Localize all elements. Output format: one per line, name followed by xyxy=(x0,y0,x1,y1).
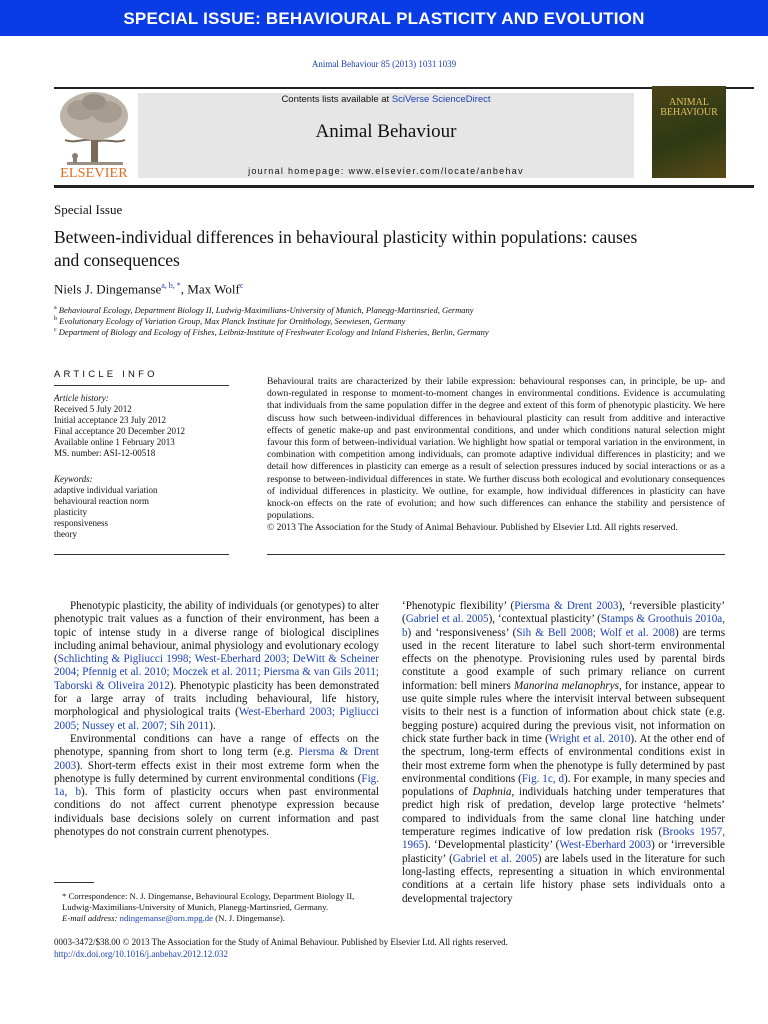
article-history xyxy=(54,393,229,459)
keywords xyxy=(54,474,229,540)
citation-link[interactable]: West-Eberhard 2003; Pigliucci 2005; Nussey et al. 2007; Sih 2011 xyxy=(54,706,379,732)
citation-link[interactable]: Fig. 1c, d xyxy=(521,772,564,785)
header-top-rule xyxy=(54,87,754,89)
citation-link[interactable]: West-Eberhard 2003 xyxy=(559,839,652,852)
keyword: theory xyxy=(54,529,77,539)
citation-link[interactable]: Gabriel et al. 2005 xyxy=(405,613,489,626)
author-name[interactable]: , Max Wolf xyxy=(180,281,240,297)
body-paragraph: ‘Phenotypic flexibility’ (Piersma & Drent 2003), ‘reversible plasticity’ (Gabriel et al. 2005), ‘contextual plasticity’ (Stamps & Groothuis 2010a, b) and ‘responsiveness’ (Sih & Bell 2008; Wolf et al. 2008) are terms used in the recent literature to label such short-term environmental effects on the phenotype. Provisioning rules used by parental birds constitute a good example of such primary reliance on current information: bell miners Manorina melanophrys, for instance, appear to use quite simple rules where the intervisit interval between subsequent visits to their nest is a function of information about chick state (e.g. begging posture) acquired during the previous visit, not information on chick state further back in time (Wright et al. 2010). At the other end of the spectrum, long-term effects of environmental conditions exist in their most extreme form when the phenotype is fully determined by past environmental conditions (Fig. 1c, d). For example, in many species and populations of Daphnia, individuals hatching under temperatures that predict high risk of predation, develop large protective ‘helmets’ compared to individuals from the same clonal line hatching under temperature regimes indicative of low predation risk (Brooks 1957, 1965). ‘Developmental plasticity’ (West-Eberhard 2003) or ‘irreversible plasticity’ (Gabriel et al. 2005) are labels used in the literature for such long-lasting effects, representing a situation in which environmental conditions at a certain life history phase sets individuals onto a developmental trajectory xyxy=(402,600,726,905)
contents-line xyxy=(138,94,634,105)
footnote-rule xyxy=(54,882,94,883)
citation-link[interactable]: Piersma & Drent 2003 xyxy=(54,746,379,772)
header-bottom-rule xyxy=(54,185,754,188)
citation-link[interactable]: Fig. 1a, b xyxy=(54,772,379,799)
abstract-bottom-rule xyxy=(267,554,725,555)
body-paragraph: Phenotypic plasticity, the ability of individuals (or genotypes) to alter phenotypic trait values as a function of their environment, has been a topic of intense study in a diverse range of biological disciplines including animal behaviour, animal physiology and evolutionary ecology (Schlichting & Pigliucci 1998; West-Eberhard 2003; DeWitt & Scheiner 2004; Pfennig et al. 2010; Moczek et al. 2011; Piersma & van Gils 2011; Taborski & Oliveira 2012). Phenotypic plasticity has been demonstrated for a large array of traits including behavioural, life history, morphological and physiological traits (West-Eberhard 2003; Pigliucci 2005; Nussey et al. 2007; Sih 2011). xyxy=(54,600,379,732)
journal-citation[interactable]: Animal Behaviour 85 (2013) 1031 1039 xyxy=(311,59,457,69)
email-label: E-mail address: xyxy=(62,913,118,923)
journal-homepage[interactable]: journal homepage: www.elsevier.com/locate/anbehav xyxy=(248,166,524,176)
species-name: Manorina melanophrys xyxy=(514,679,619,692)
keyword: adaptive individual variation xyxy=(54,485,158,495)
author-affil-mark[interactable]: c xyxy=(239,281,244,290)
citation-link[interactable]: Wright et al. 2010 xyxy=(548,732,631,745)
affiliation: $^b$ Evolutionary Ecology of Variation Group, Max Planck Institute for Ornithology, Seewiesen, Germany xyxy=(54,316,406,326)
special-issue-banner: SPECIAL ISSUE: BEHAVIOURAL PLASTICITY AND EVOLUTION xyxy=(0,0,768,36)
species-name: Daphnia xyxy=(472,786,512,799)
history-item: Initial acceptance 23 July 2012 xyxy=(54,415,166,425)
journal-cover-thumbnail[interactable] xyxy=(652,86,726,178)
affiliation: $^a$ Behavioural Ecology, Department Biology II, Ludwig-Maximilians-University of Munich, Planegg-Martinsried, Germany xyxy=(54,305,474,315)
email-suffix: (N. J. Dingemanse). xyxy=(215,913,285,923)
contents-prefix: Contents lists available at xyxy=(281,94,390,105)
article-info-bottom-rule xyxy=(54,554,229,555)
paper-title: Between-individual differences in behavioural plasticity within populations: causes and consequences xyxy=(54,227,638,270)
author-affil-mark[interactable]: a, b, * xyxy=(161,281,181,290)
elsevier-wordmark: ELSEVIER xyxy=(60,166,128,181)
email-link[interactable]: ndingemanse@orn.mpg.de xyxy=(119,913,214,923)
history-label: Article history: xyxy=(54,393,109,403)
keywords-label: Keywords: xyxy=(54,474,93,484)
article-info-rule xyxy=(54,385,229,386)
section-label: Special Issue xyxy=(54,202,123,217)
body-column-left xyxy=(54,600,379,839)
citation-link[interactable]: Schlichting & Pigliucci 1998; West-Eberhard 2003; DeWitt & Scheiner 2004; Pfennig et al. 2010; Moczek et al. 2011; Piersma & van Gils 2011; Taborski & Oliveira 2012 xyxy=(54,653,379,692)
citation-link[interactable]: Gabriel et al. 2005 xyxy=(452,852,538,865)
citation-link[interactable]: Piersma & Drent 2003 xyxy=(514,600,619,612)
body-paragraph: Environmental conditions can have a range of effects on the phenotype, spanning from short to long term (e.g. Piersma & Drent 2003). Short-term effects exist in their most extreme form when the phenotype is fully determined by current environmental conditions (Fig. 1a, b). This form of plasticity occurs when past environmental conditions do not affect current phenotype expression because individuals base decisions solely on current information and past phenotypes do not constrain current phenotypes. xyxy=(54,732,379,839)
affiliation: $^c$ Department of Biology and Ecology of Fishes, Leibniz-Institute of Freshwater Ecology and Inland Fisheries, Berlin, Germany xyxy=(54,327,489,337)
keyword: behavioural reaction norm xyxy=(54,496,149,506)
history-item: Available online 1 February 2013 xyxy=(54,437,175,447)
article-info-heading: ARTICLE INFO xyxy=(54,369,158,380)
citation-link[interactable]: Stamps & Groothuis 2010a, b xyxy=(402,613,725,639)
correspondence-footnote xyxy=(54,891,379,924)
citation-link[interactable]: Sih & Bell 2008; Wolf et al. 2008 xyxy=(516,626,675,639)
journal-title: Animal Behaviour xyxy=(315,121,457,142)
abstract-text: Behavioural traits are characterized by their labile expression: behavioural responses can, in principle, be up- and down-regulated in response to moment-to-moment changes in environmental conditions. Evidence is accumulating that individuals from the same population differ in the degree and extent of this form of phenotypic plasticity. We here discuss how such between-individual differences in behavioural plasticity can result from additive and interactive effects of genetic make-up and past environmental conditions, and under which conditions natural selection might favour this form of between-individual variation. We highlight how spatial or temporal variation in the environment, in combination with competition among individuals, can promote adaptive individual differences in plasticity; and we detail how differences in plasticity can emerge as a result of selection pressures induced by social interactions or as a response to between-individual differences in state. We further discuss both ecological and evolutionary consequences of individual differences in plasticity. We outline, for example, how individual differences in plasticity can have knock-on effects on the rate of evolution; and how such differences can enhance the stability and persistence of populations. xyxy=(267,376,725,522)
abstract xyxy=(267,376,725,535)
page-footer xyxy=(54,936,754,960)
doi-link[interactable]: http://dx.doi.org/10.1016/j.anbehav.2012.12.032 xyxy=(54,949,228,959)
citation-link[interactable]: Brooks 1957, 1965 xyxy=(402,826,725,852)
author-list xyxy=(54,281,243,297)
footnote-correspondence: * Correspondence: N. J. Dingemanse, Behavioural Ecology, Department Biology II, Ludwig-Maximilians-University of Munich, Planegg-Martinsried, Germany. xyxy=(62,891,355,912)
keyword: responsiveness xyxy=(54,518,108,528)
history-item: Received 5 July 2012 xyxy=(54,404,132,414)
keyword: plasticity xyxy=(54,507,87,517)
body-column-right xyxy=(402,600,725,906)
abstract-copyright: © 2013 The Association for the Study of Animal Behaviour. Published by Elsevier Ltd. All rights reserved. xyxy=(267,522,678,534)
cover-title-line1: ANIMAL xyxy=(669,97,709,108)
history-item: Final acceptance 20 December 2012 xyxy=(54,426,185,436)
issn-copyright: 0003-3472/$38.00 © 2013 The Association for the Study of Animal Behaviour. Published by Elsevier Ltd. All rights reserved. xyxy=(54,937,508,947)
history-item: MS. number: ASI-12-00518 xyxy=(54,448,156,458)
cover-title-line2: BEHAVIOUR xyxy=(660,107,718,118)
author-name[interactable]: Niels J. Dingemanse xyxy=(54,281,162,297)
sciencedirect-link[interactable]: SciVerse ScienceDirect xyxy=(391,94,491,105)
